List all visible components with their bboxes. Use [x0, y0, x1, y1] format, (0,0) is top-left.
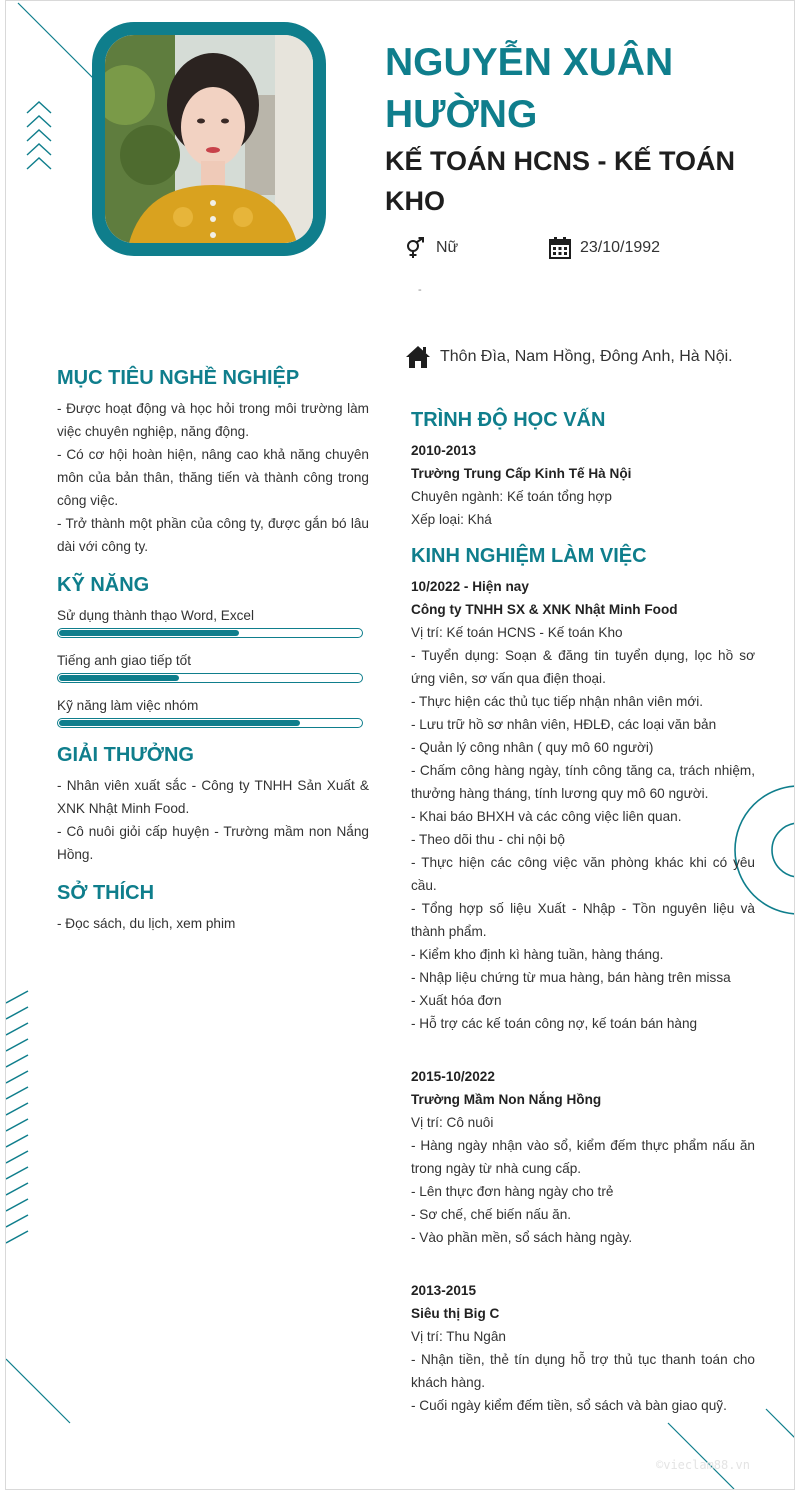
skill-bar-fill: [59, 630, 239, 636]
skills-title: KỸ NĂNG: [57, 574, 150, 596]
job-duty: - Kiểm kho định kì hàng tuần, hàng tháng.: [411, 947, 664, 962]
job-title: KẾ TOÁN HCNS - KẾ TOÁN KHO: [385, 146, 736, 216]
job-duty: - Xuất hóa đơn: [411, 993, 502, 1008]
separator-dash: -: [418, 284, 422, 296]
portrait-illustration: [105, 35, 313, 243]
dob-text: 23/10/1992: [580, 239, 661, 256]
gender-text: Nữ: [436, 239, 459, 256]
job-entry: [411, 1065, 755, 1249]
job-duty: - Thực hiện các công việc văn phòng khác khi có yêu cầu.: [411, 855, 755, 893]
job-period: 2015-10/2022: [411, 1069, 495, 1084]
gender-info: [405, 237, 458, 259]
awards-section: [57, 740, 369, 866]
skill-label: Kỹ năng làm việc nhóm: [57, 698, 199, 713]
objective-line: - Trở thành một phần của công ty, được gắn bó lâu dài với công ty.: [57, 516, 369, 554]
job-duty: - Chấm công hàng ngày, tính công tăng ca, trách nhiệm, thưởng hàng tháng, tính lương quy mô 60 người.: [411, 763, 755, 801]
left-column: [57, 363, 369, 947]
education-school: Trường Trung Cấp Kinh Tế Hà Nội: [411, 466, 632, 481]
job-duty: - Nhận tiền, thẻ tín dụng hỗ trợ thủ tục thanh toán cho khách hàng.: [411, 1352, 755, 1390]
home-icon: [405, 345, 431, 369]
education-section: [411, 405, 755, 531]
award-line: - Nhân viên xuất sắc - Công ty TNHH Sản Xuất & XNK Nhật Minh Food.: [57, 778, 369, 816]
right-column: [411, 405, 755, 1447]
job-duty: - Tuyển dụng: Soạn & đăng tin tuyển dụng, lọc hồ sơ ứng viên, sơ vấn qua điện thoại.: [411, 648, 755, 686]
job-position: Vị trí: Thu Ngân: [411, 1329, 506, 1344]
job-company: Trường Mầm Non Nắng Hồng: [411, 1092, 602, 1107]
job-position: Vị trí: Cô nuôi: [411, 1115, 494, 1130]
job-duty: - Theo dõi thu - chi nội bộ: [411, 832, 565, 847]
education-major: Chuyên ngành: Kế toán tổng hợp: [411, 489, 612, 504]
job-duty: - Khai báo BHXH và các công việc liên quan.: [411, 809, 682, 824]
objective-section: [57, 363, 369, 558]
job-duty: - Lên thực đơn hàng ngày cho trẻ: [411, 1184, 614, 1199]
education-period: 2010-2013: [411, 443, 477, 458]
hobbies-section: [57, 878, 369, 935]
job-period: 2013-2015: [411, 1283, 477, 1298]
job-duty: - Lưu trữ hồ sơ nhân viên, HĐLĐ, các loại văn bản: [411, 717, 717, 732]
hobbies-title: SỞ THÍCH: [57, 882, 155, 904]
watermark: ©vieclam88.vn: [656, 1458, 750, 1472]
profile-photo: [92, 22, 326, 256]
job-position: Vị trí: Kế toán HCNS - Kế toán Kho: [411, 625, 623, 640]
job-company: Siêu thị Big C: [411, 1306, 500, 1321]
job-entry: [411, 575, 755, 1035]
gender-icon: [405, 237, 427, 259]
objective-line: - Có cơ hội hoàn hiện, nâng cao khả năng chuyên môn của bản thân, thăng tiến và thành công trong công việc.: [57, 447, 369, 508]
cv-page: [5, 0, 795, 1490]
job-duty: - Vào phần mền, sổ sách hàng ngày.: [411, 1230, 633, 1245]
job-duty: - Quản lý công nhân ( quy mô 60 người): [411, 740, 654, 755]
experience-section: [411, 541, 755, 1417]
job-duty: - Cuối ngày kiểm đếm tiền, sổ sách và bàn giao quỹ.: [411, 1398, 727, 1413]
skill-label: Sử dụng thành thạo Word, Excel: [57, 608, 255, 623]
skill-bar-fill: [59, 675, 179, 681]
experience-title: KINH NGHIỆM LÀM VIỆC: [411, 545, 647, 567]
calendar-icon: [549, 237, 571, 259]
job-entry: [411, 1279, 755, 1417]
job-company: Công ty TNHH SX & XNK Nhật Minh Food: [411, 602, 678, 617]
job-period: 10/2022 - Hiện nay: [411, 579, 529, 594]
address-text: Thôn Đìa, Nam Hồng, Đông Anh, Hà Nội.: [440, 348, 733, 365]
address-info: [405, 345, 733, 369]
skill-bar: [57, 628, 363, 638]
hatch-decoration: [6, 991, 28, 1243]
skill-label: Tiếng anh giao tiếp tốt: [57, 653, 192, 668]
job-duty: - Hàng ngày nhận vào sổ, kiểm đếm thực phẩm nấu ăn trong ngày từ nhà cung cấp.: [411, 1138, 755, 1176]
education-title: TRÌNH ĐỘ HỌC VẤN: [411, 409, 606, 431]
chevrons-decoration: [27, 102, 51, 169]
education-grade: Xếp loại: Khá: [411, 512, 492, 527]
job-duty: - Hỗ trợ các kế toán công nợ, kế toán bán hàng: [411, 1016, 698, 1031]
awards-title: GIẢI THƯỞNG: [57, 744, 194, 766]
job-duty: - Sơ chế, chế biến nấu ăn.: [411, 1207, 572, 1222]
job-duty: - Nhập liệu chứng từ mua hàng, bán hàng trên missa: [411, 970, 731, 985]
dob-info: [549, 237, 660, 259]
job-duty: - Thực hiện các thủ tục tiếp nhận nhân viên mới.: [411, 694, 704, 709]
circle-decoration-inner: [772, 823, 795, 877]
skill-bar: [57, 673, 363, 683]
hobby-line: - Đọc sách, du lịch, xem phim: [57, 916, 236, 931]
skills-section: [57, 570, 369, 728]
objective-line: - Được hoạt động và học hỏi trong môi trường làm việc chuyên nghiệp, năng động.: [57, 401, 369, 439]
award-line: - Cô nuôi giỏi cấp huyện - Trường mầm non Nắng Hồng.: [57, 824, 369, 862]
job-duty: - Tổng hợp số liệu Xuất - Nhập - Tồn nguyên liệu và thành phẩm.: [411, 901, 755, 939]
full-name: NGUYỄN XUÂN HƯỜNG: [385, 41, 674, 136]
skill-bar: [57, 718, 363, 728]
objective-title: MỤC TIÊU NGHỀ NGHIỆP: [57, 367, 300, 389]
skill-bar-fill: [59, 720, 300, 726]
